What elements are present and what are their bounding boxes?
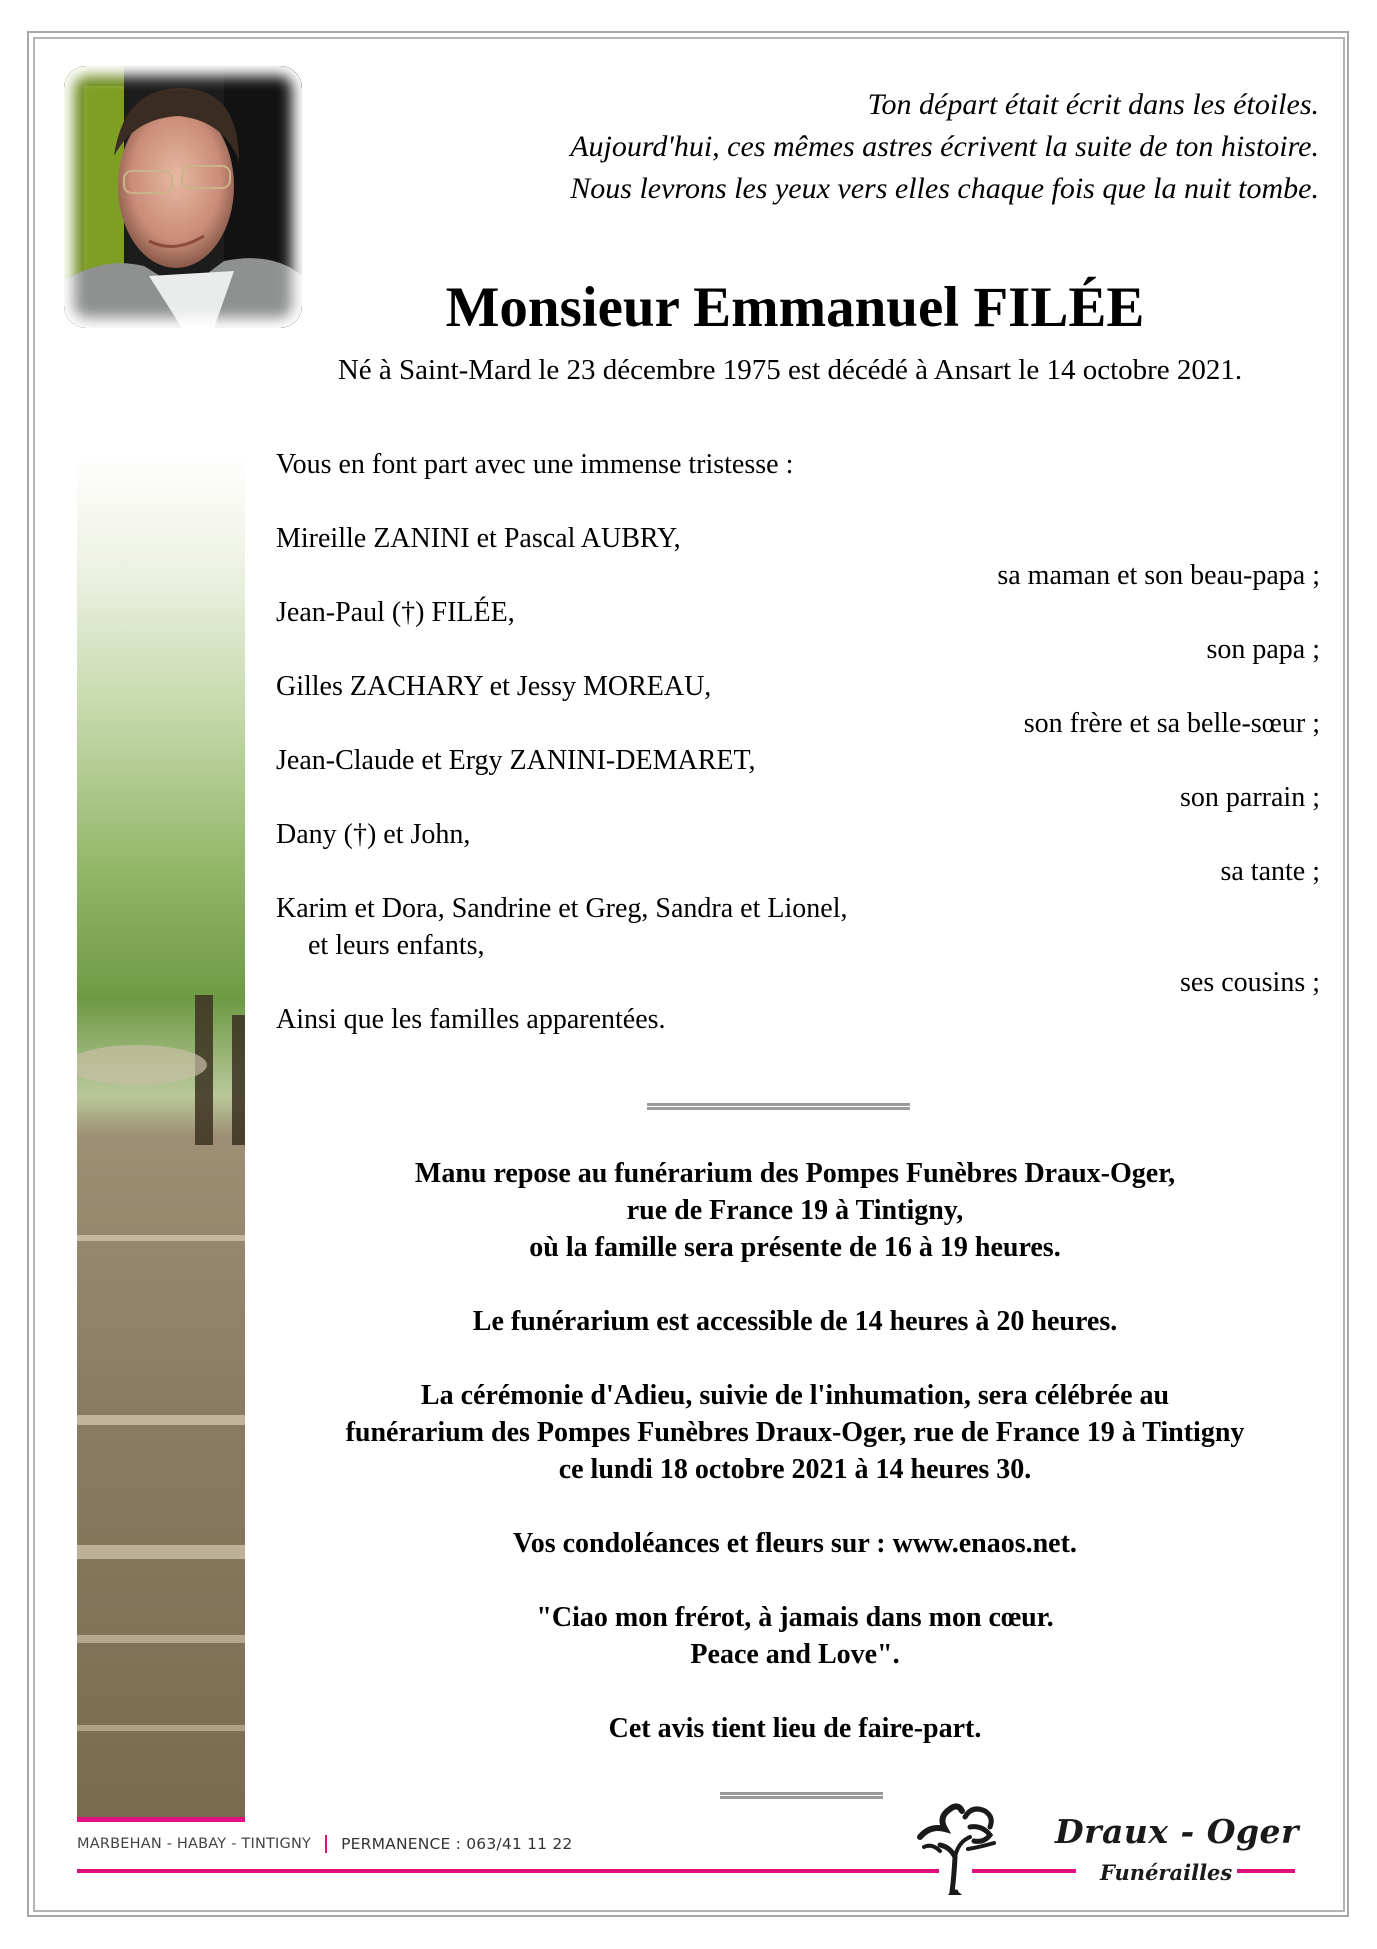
family-relation: son frère et sa belle-sœur ; [1023,708,1320,739]
details-line: La cérémonie d'Adieu, suivie de l'inhumation, sera célébrée au [420,1380,1170,1411]
footer-permanence: PERMANENCE : 063/41 11 22 [341,1835,573,1853]
funeral-details [250,1155,1340,1784]
details-paragraph [250,1599,1340,1673]
details-paragraph [250,1303,1340,1340]
poem-line: Nous levrons les yeux vers elles chaque fois que la nuit tombe. [570,172,1319,205]
tree-logo-icon [910,1797,1000,1895]
family-closing: Ainsi que les familles apparentées. [276,1004,666,1035]
details-paragraph [250,1155,1340,1266]
portrait-image [64,66,302,328]
details-line: où la famille sera présente de 16 à 19 heures. [529,1232,1061,1263]
family-names: Karim et Dora, Sandrine et Greg, Sandra et Lionel, [276,893,848,924]
deceased-name: Monsieur Emmanuel FILÉE [445,276,1145,339]
family-relation: sa tante ; [1220,856,1320,887]
details-paragraph [250,1525,1340,1562]
footer-contact [77,1835,572,1853]
details-line: ce lundi 18 octobre 2021 à 14 heures 30. [558,1454,1032,1485]
poem-line: Ton départ était écrit dans les étoiles. [867,88,1319,121]
family-names: Jean-Paul (†) FILÉE, [276,597,515,628]
family-relation: ses cousins ; [1180,967,1320,998]
family-entry [276,594,1320,668]
family-entry [276,816,1320,890]
footer-accent-line [1237,1869,1295,1873]
family-list [276,446,1320,1038]
details-line: Le funérarium est accessible de 14 heures à 20 heures. [472,1306,1118,1337]
separator [647,1103,910,1110]
details-line: funérarium des Pompes Funèbres Draux-Oger, rue de France 19 à Tintigny [345,1417,1245,1448]
family-relation: son papa ; [1206,634,1320,665]
family-entry [276,890,1320,1001]
logo-brand-name: Draux - Oger [1055,1812,1299,1851]
family-entry [276,668,1320,742]
family-intro: Vous en font part avec une immense tristesse : [276,449,794,480]
birth-death-line: Né à Saint-Mard le 23 décembre 1975 est décédé à Ansart le 14 octobre 2021. [337,354,1243,386]
poem [570,84,1319,210]
details-paragraph [250,1710,1340,1747]
separator [720,1792,883,1799]
details-line: rue de France 19 à Tintigny, [626,1195,964,1226]
details-line: Manu repose au funérarium des Pompes Funèbres Draux-Oger, [414,1158,1176,1189]
forest-path-photo [77,455,245,1818]
forest-image [77,455,245,1818]
footer-accent-line [77,1869,939,1873]
condolences-line: Vos condoléances et fleurs sur : www.enaos.net. [513,1528,1077,1559]
family-names: Jean-Claude et Ergy ZANINI-DEMARET, [276,745,756,776]
footer-locations: MARBEHAN - HABAY - TINTIGNY [77,1836,312,1852]
family-relation: son parrain ; [1180,782,1320,813]
logo-brand-subtitle: Funérailles [1100,1860,1233,1885]
footer-divider [325,1835,327,1853]
family-entry [276,742,1320,816]
quote-line: Peace and Love". [690,1639,900,1670]
details-paragraph [250,1377,1340,1488]
family-relation: sa maman et son beau-papa ; [997,560,1320,591]
quote-line: "Ciao mon frérot, à jamais dans mon cœur. [536,1602,1054,1633]
poem-line: Aujourd'hui, ces mêmes astres écrivent la suite de ton histoire. [570,130,1319,163]
family-names: Dany (†) et John, [276,819,471,850]
family-entry [276,520,1320,594]
portrait-photo [64,66,302,328]
family-names: Gilles ZACHARY et Jessy MOREAU, [276,671,712,702]
notice-line: Cet avis tient lieu de faire-part. [608,1713,982,1744]
family-names: Mireille ZANINI et Pascal AUBRY, [276,523,681,554]
family-names-cont: et leurs enfants, [308,930,485,961]
accent-bar [77,1817,245,1822]
